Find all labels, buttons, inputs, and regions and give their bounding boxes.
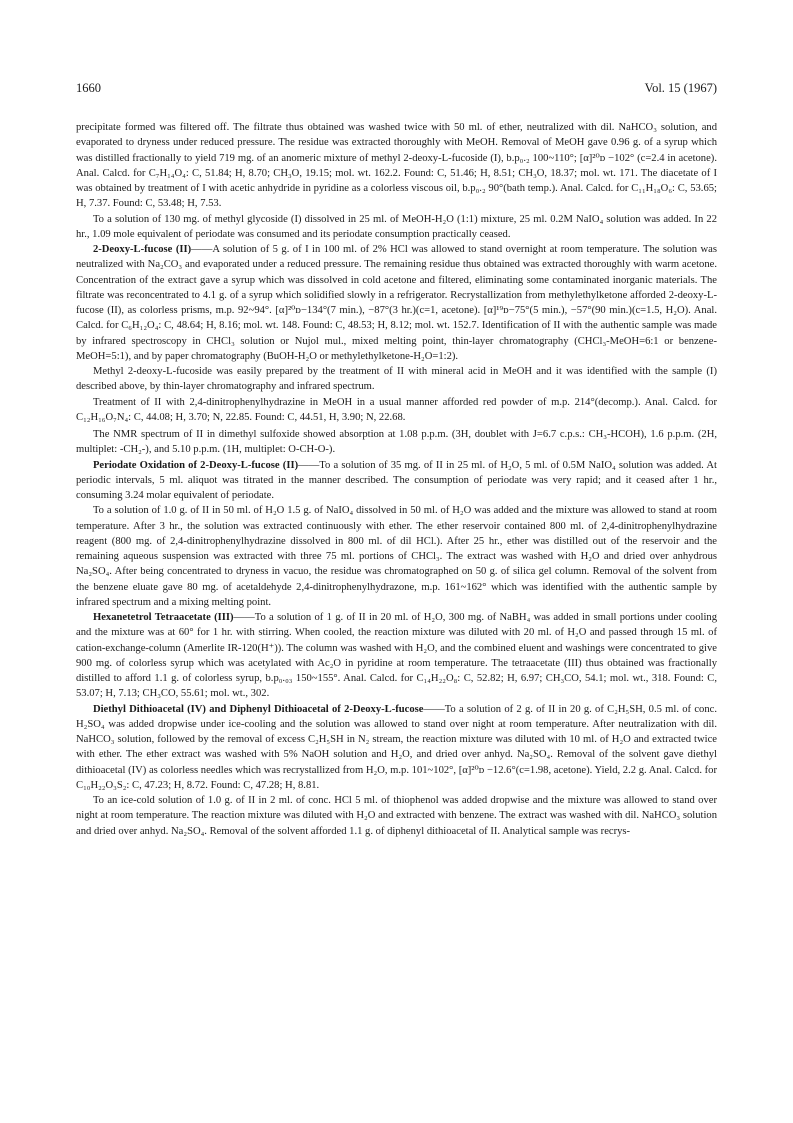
paragraph-dithioacetal: Diethyl Dithioacetal (IV) and Diphenyl Dithioacetal of 2-Deoxy-L-fucose——To a solution of 2 g. of II in 20 g. of C₂H₅SH, 0.5 ml. of conc. H₂SO₄ was added dropwise under ice-cooling and the solution was allowed to stand over night at room temperature. After neutralization with dil. NaHCO₃ solution, followed by the removal of excess C₂H₅SH in N₂ stream, the reaction mixture was diluted with 10 ml. of H₂O and extracted twice with ether. The ether extract was washed with 5% NaOH solution and H₂O, and dried over anhyd. Na₂SO₄. Removal of the solvent gave diethyl dithioacetal (IV) as colorless needles which was recrystallized from H₂O, m.p. 101~102°, [α]²⁰ᴅ −12.6°(c=1.98, acetone). Yield, 2.2 g. Anal. Calcd. for C₁₀H₂₂O₃S₂: C, 47.23; H, 8.72. Found: C, 47.28; H, 8.81. bbox=[76, 703, 717, 791]
paragraph: precipitate formed was filtered off. The filtrate thus obtained was washed twice with 50 ml. of ether, neutralized with dil. NaHCO₃ solution, and evaporated to dryness under reduced pressure. The residue was extracted thoroughly with MeOH. Removal of MeOH gave 0.96 g. of a syrup which was distilled fractionally to yield 719 mg. of an anomeric mixture of methyl 2-deoxy-L-fucoside (I), b.p₀.₂ 100~110°; [α]²⁰ᴅ −102° (c=2.4 in acetone). Anal. Calcd. for C₇H₁₄O₄: C, 51.84; H, 8.70; CH₃O, 19.15; mol. wt. 162.2. Found: C, 51.46; H, 8.51; CH₃O, 18.37; mol. wt. 171. The diacetate of I was obtained by treatment of I with acetic anhydride in pyridine as a colorless viscous oil, b.p₀.₂ 90°(bath temp.). Anal. Calcd. for C₁₁H₁₈O₆: C, 53.65; H, 7.37. Found: C, 53.48; H, 7.53. bbox=[76, 122, 717, 210]
paragraph-nmr: The NMR spectrum of II in dimethyl sulfoxide showed absorption at 1.08 p.p.m. (3H, doublet with J=6.7 c.p.s.: CH₃-HCOH), 1.6 p.p.m. (2H, multiplet: -CH₂-), and 5.10 p.p.m. (1H, multiplet: O-CH-O-). bbox=[76, 429, 717, 456]
paragraph: Treatment of II with 2,4-dinitrophenylhydrazine in MeOH in a usual manner afforded red powder of m.p. 214°(decomp.). Anal. Calcd. for C₁₂H₁₆O₇N₄: C, 44.08; H, 3.70; N, 22.85. Found: C, 44.51, H, 3.90; N, 22.68. bbox=[76, 396, 717, 423]
paragraph: To an ice-cold solution of 1.0 g. of II in 2 ml. of conc. HCl 5 ml. of thiophenol was added dropwise and the mixture was allowed to stand over night at room temperature. The reaction mixture was diluted with H₂O and extracted with benzene. The extract was washed with dil. NaHCO₃ solution and dried over anhyd. Na₂SO₄. Removal of the solvent afforded 1.1 g. of diphenyl dithioacetal of II. Analytical sample was recrys- bbox=[76, 795, 717, 837]
section-heading: 2-Deoxy-L-fucose (II) bbox=[92, 244, 192, 255]
section-heading: Periodate Oxidation of 2-Deoxy-L-fucose (II) bbox=[92, 459, 299, 471]
section-heading: Hexanetetrol Tetraacetate (III) bbox=[92, 612, 234, 623]
paragraph-2-deoxy-l-fucose: 2-Deoxy-L-fucose (II)——A solution of 5 g. of I in 100 ml. of 2% HCl was allowed to stand overnight at room temperature. The solution was neutralized with Na₂CO₃ and evaporated under a reduced pressure. The remaining residue thus obtained was extracted thoroughly with warm acetone. Concentration of the extract gave a syrup which was dissolved in cold acetone and filtered, eliminating some contaminated inorganic materials. The filtrate was reconcentrated to 4.1 g. of a syrup which solidified slowly in a refrigerator. Recrystallization from methylethylketone afforded 2-deoxy-L-fucose (II), as colorless prisms, m.p. 92~94°. [α]²⁰ᴅ−134°(7 min.), −87°(3 hr.)(c=1, acetone). [α]¹⁹ᴅ−75°(5 min.), −57°(90 min.)(c=1.5, H₂O). Anal. Calcd. for C₆H₁₂O₄: C, 48.64; H, 8.16; mol. wt. 148. Found: C, 48.53; H, 8.12; mol. wt. 152.7. Identification of II with the authentic sample was made by infrared spectroscopy in CHCl₃ solution or Nujol mul., mixed melting point, thin-layer chromatography (CHCl₃-MeOH=6:1 or benzene-MeOH=5:1), and by paper chromatography (BuOH-H₂O or methylethylketone-H₂O=1:2). bbox=[76, 244, 717, 362]
paragraph-hexanetetrol: Hexanetetrol Tetraacetate (III)——To a solution of 1 g. of II in 20 ml. of H₂O, 300 mg. of NaBH₄ was added in small portions under cooling and the mixture was at 60° for 1 hr. with stirring. When cooled, the reaction mixture was diluted with 20 ml. of H₂O and passed through 15 ml. of cation-exchange-column (Amerlite IR-120(H⁺)). The column was washed with H₂O, and the combined eluent and washings were concentrated to give 900 mg. of colorless syrup which was acetylated with Ac₂O in pyridine at room temperature. The tetraacetate (III) thus obtained was fractionally distilled to afford 1.1 g. of colorless syrup, b.p₀.₀₃ 150~155°. Anal. Calcd. for C₁₄H₂₂O₈: C, 52.82; H, 6.97; CH₃CO, 54.1; mol. wt., 318. Found: C, 53.07; H, 7.13; CH₃CO, 55.61; mol. wt., 302. bbox=[76, 612, 717, 700]
paragraph: To a solution of 130 mg. of methyl glycoside (I) dissolved in 25 ml. of MeOH-H₂O (1:1) mixture, 25 ml. 0.2M NaIO₄ solution was added. In 22 hr., 1.09 mole equivalent of periodate was consumed and its periodate consumption practically ceased. bbox=[76, 213, 717, 240]
section-heading: Diethyl Dithioacetal (IV) and Diphenyl Dithioacetal of 2-Deoxy-L-fucose bbox=[92, 703, 424, 715]
paragraph: Methyl 2-deoxy-L-fucoside was easily prepared by the treatment of II with mineral acid in MeOH and it was identified with the sample (I) described above, by thin-layer chromatography and infrared spectrum. bbox=[76, 366, 717, 393]
article-body bbox=[76, 120, 717, 839]
page-number: 1660 bbox=[76, 81, 101, 95]
journal-volume: Vol. 15 (1967) bbox=[644, 81, 717, 95]
paragraph: To a solution of 1.0 g. of II in 50 ml. of H₂O 1.5 g. of NaIO₄ dissolved in 50 ml. of H₂O was added and the mixture was allowed to stand at room temperature. After 3 hr., the solution was extracted continuously with ether. The ether reservoir contained 800 ml. of 2,4-dinitrophenylhydrazine reagent (800 mg. of 2,4-dinitrophenylhydrazine dissolved in 800 ml. of dil HCl.). After 25 hr., ether was distilled out of the reservoir and the remaining aqueous suspension was extracted with three 75 ml. portions of CHCl₃. The extract was washed with H₂O and dried over anhydrous Na₂SO₄. After being concentrated to dryness in vacuo, the residue was chromatographed on 50 g. of silica gel column. Removal of the solvent from the benzene eluate gave 80 mg. of acetaldehyde 2,4-dinitrophenylhydrazone, m.p. 161~162° which was identified with the authentic sample by infrared spectrum and a mixing melting point. bbox=[76, 505, 717, 608]
page-header bbox=[76, 81, 717, 97]
paragraph-periodate-oxidation: Periodate Oxidation of 2-Deoxy-L-fucose (II)——To a solution of 35 mg. of II in 25 ml. of H₂O, 5 ml. of 0.5M NaIO₄ solution was added. At periodic intervals, 5 ml. aliquot was titrated in the manner described. The consumption of periodate was very rapid; and it ceased after 1 hr., consuming 3.24 molar equivalent of periodate. bbox=[76, 459, 718, 501]
